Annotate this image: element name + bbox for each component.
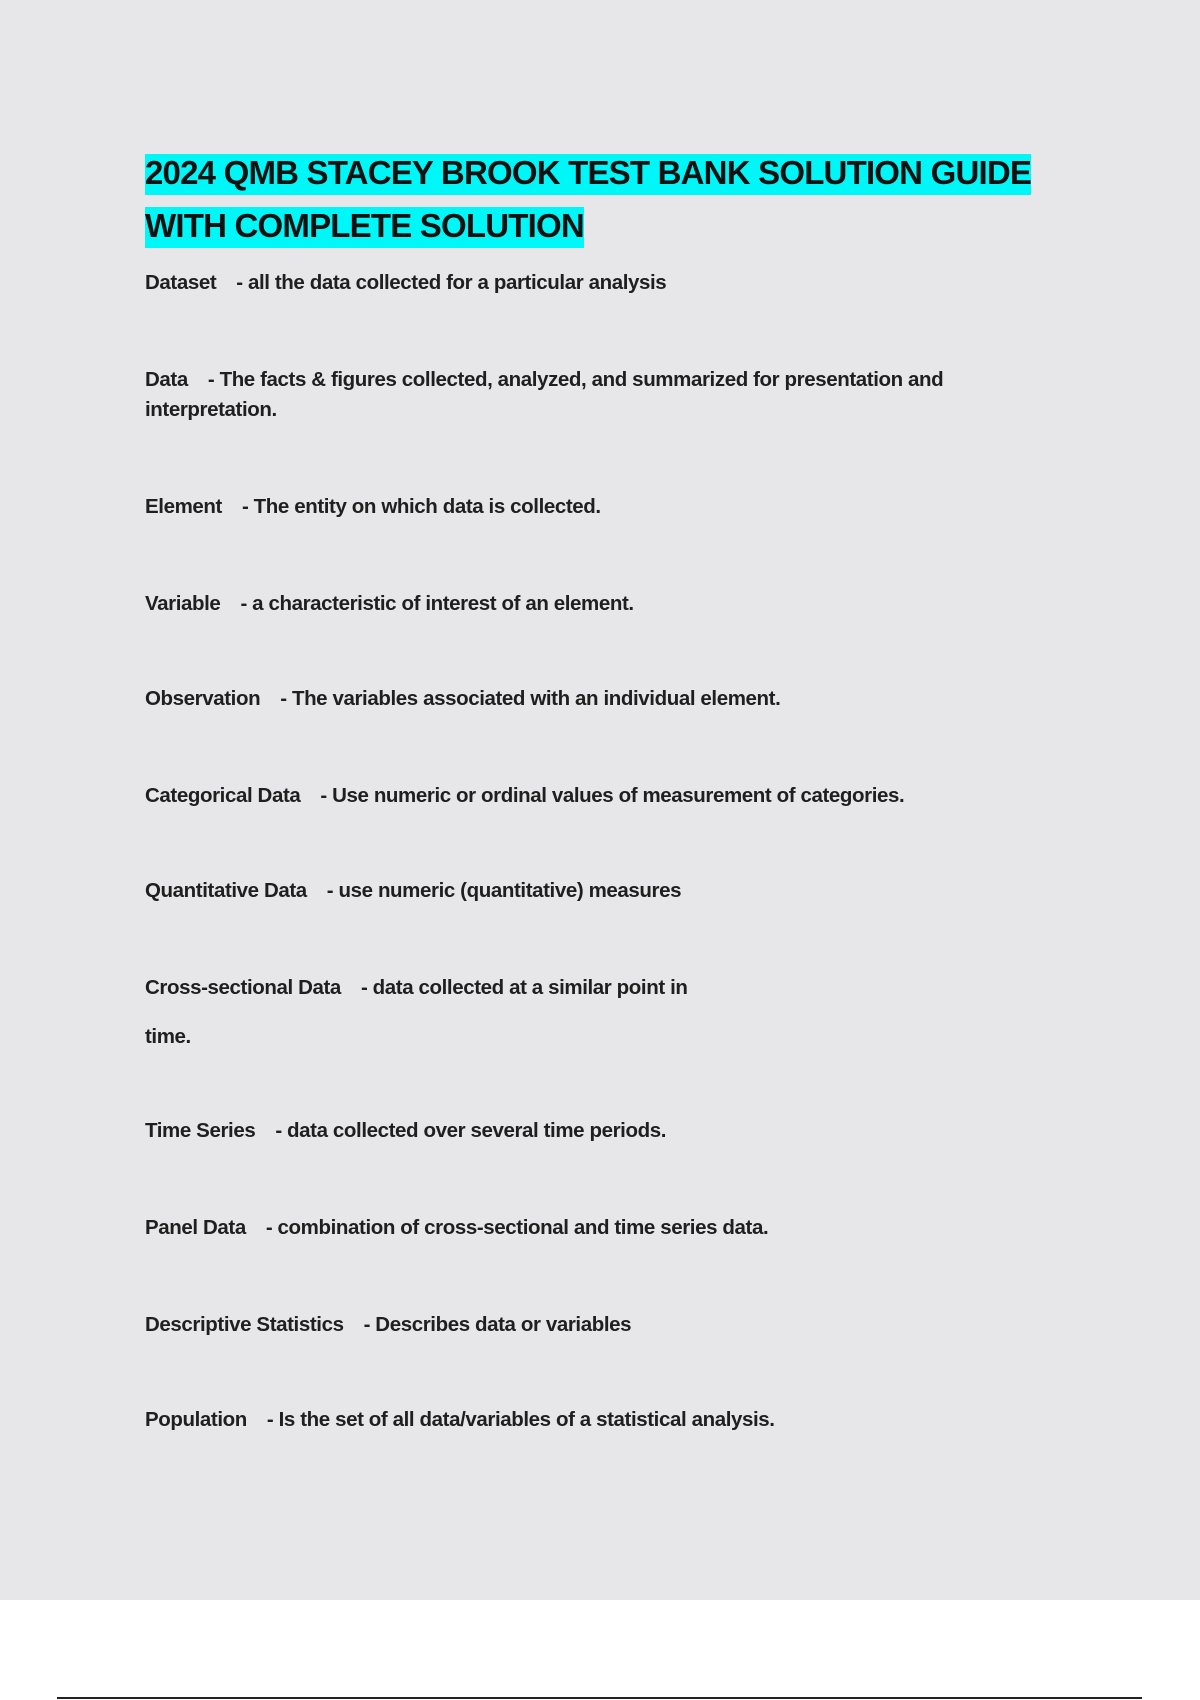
- entry-variable: [145, 589, 1045, 619]
- entry-dataset: [145, 268, 1045, 298]
- entry-quantitative-data: [145, 876, 1045, 906]
- entry-definition: - all the data collected for a particular analysis: [236, 271, 667, 294]
- entry-cross-sectional-data: [145, 973, 1045, 1003]
- entry-definition: - Is the set of all data/variables of a statistical analysis.: [266, 1408, 775, 1431]
- entry-definition: - data collected at a similar point in: [360, 976, 688, 999]
- entry-term: Descriptive Statistics: [145, 1313, 344, 1336]
- entry-definition: - Use numeric or ordinal values of measurement of categories.: [320, 784, 905, 807]
- entry-observation: [145, 684, 1045, 714]
- entry-definition: - The facts & figures collected, analyzed, and summarized for presentation and interpretation.: [145, 368, 944, 421]
- entry-term: Panel Data: [145, 1216, 246, 1239]
- entry-term: Variable: [145, 592, 221, 615]
- title-line-1: 2024 QMB STACEY BROOK TEST BANK SOLUTION GUIDE: [145, 154, 1031, 195]
- entry-definition: - The variables associated with an individual element.: [280, 687, 781, 710]
- entry-definition: - combination of cross-sectional and time series data.: [265, 1216, 769, 1239]
- entry-definition: - The entity on which data is collected.: [241, 495, 601, 518]
- entry-descriptive-statistics: [145, 1310, 1045, 1340]
- entry-definition: - a characteristic of interest of an element.: [240, 592, 634, 615]
- entry-definition: - Describes data or variables: [363, 1313, 632, 1336]
- entry-term: Data: [145, 368, 188, 391]
- footer-divider: [57, 1697, 1142, 1699]
- entry-data: [145, 365, 1045, 425]
- entry-panel-data: [145, 1213, 1045, 1243]
- entry-term: Population: [145, 1408, 247, 1431]
- entry-continuation: time.: [145, 1025, 191, 1048]
- entry-term: Observation: [145, 687, 261, 710]
- entry-time-series: [145, 1116, 1045, 1146]
- entry-term: Element: [145, 495, 222, 518]
- entry-term: Quantitative Data: [145, 879, 307, 902]
- entry-term: Categorical Data: [145, 784, 301, 807]
- entry-definition: - use numeric (quantitative) measures: [326, 879, 682, 902]
- entry-definition: - data collected over several time periods.: [275, 1119, 667, 1142]
- title-line-2: WITH COMPLETE SOLUTION: [145, 207, 584, 248]
- entry-population: [145, 1405, 1045, 1435]
- entry-term: Cross-sectional Data: [145, 976, 341, 999]
- document-title: [145, 146, 1031, 252]
- entry-categorical-data: [145, 781, 1045, 811]
- entry-element: [145, 492, 1045, 522]
- entry-term: Time Series: [145, 1119, 256, 1142]
- entry-term: Dataset: [145, 271, 217, 294]
